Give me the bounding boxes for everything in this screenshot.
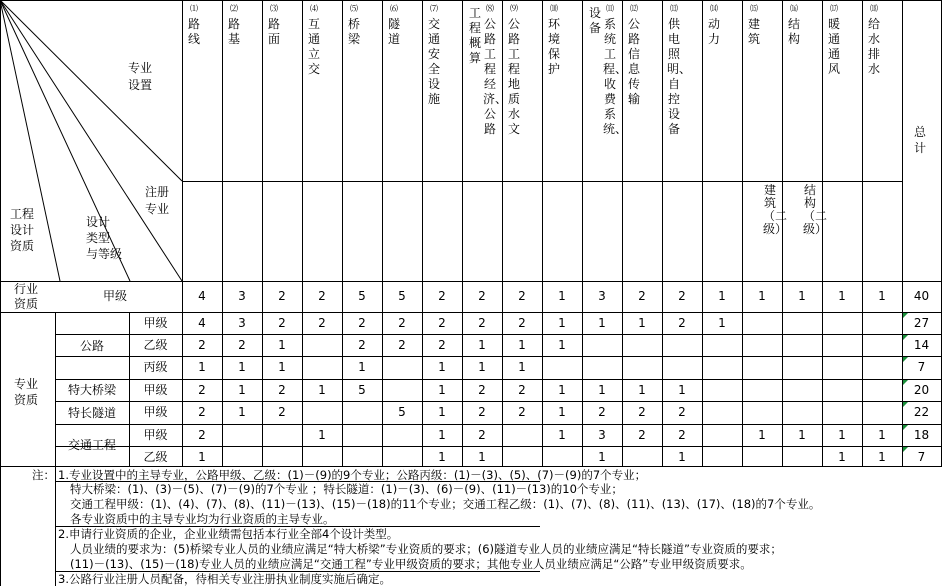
table-cell: 2: [638, 289, 646, 303]
table-cell: 1: [798, 428, 806, 442]
table-cell: 1: [438, 360, 446, 374]
table-cell: 1: [318, 383, 326, 397]
table-cell: 1: [198, 360, 206, 374]
column-number: ⒅: [870, 4, 878, 13]
table-cell: 1: [238, 383, 246, 397]
column-number: ⑷: [310, 4, 318, 13]
row-total: 7: [917, 360, 926, 374]
table-cell: 5: [398, 289, 406, 303]
table-cell: 3: [238, 316, 246, 330]
table-cell: 2: [278, 383, 286, 397]
column-number: ⑹: [390, 4, 398, 13]
row-label-industry: 行业 资质: [14, 282, 39, 311]
column-header-prefix: 工程概算: [468, 6, 481, 65]
column-registration: 建筑（二级）: [763, 183, 788, 236]
column-header: 互通立交: [307, 17, 320, 76]
row-grade: 甲级: [143, 383, 168, 397]
table-cell: 1: [518, 338, 526, 352]
table-cell: 1: [558, 338, 566, 352]
table-cell: 1: [878, 450, 886, 464]
table-cell: 2: [438, 316, 446, 330]
table-cell: 2: [318, 316, 326, 330]
table-cell: 1: [558, 289, 566, 303]
column-number: ⑻: [486, 4, 494, 13]
table-cell: 1: [238, 360, 246, 374]
column-number: ⑶: [270, 4, 278, 13]
table-cell: 2: [678, 405, 686, 419]
table-cell: 2: [678, 428, 686, 442]
column-number: ⒄: [830, 4, 838, 13]
table-cell: 2: [638, 405, 646, 419]
table-cell: 2: [438, 289, 446, 303]
table-cell: 1: [838, 428, 846, 442]
table-cell: 2: [278, 289, 286, 303]
note-line: 3.公路行业注册人员配备，待相关专业注册执业制度实施后确定。: [58, 572, 391, 586]
table-cell: 4: [198, 316, 206, 330]
table-cell: 2: [638, 428, 646, 442]
row-grade: 甲级: [143, 428, 168, 442]
table-cell: 1: [638, 316, 646, 330]
table-cell: 1: [598, 450, 606, 464]
column-header: 公路工程经济、公路: [483, 17, 508, 136]
table-cell: 2: [478, 405, 486, 419]
column-number: ⑴: [190, 4, 198, 13]
table-cell: 1: [278, 360, 286, 374]
row-total: 7: [917, 450, 926, 464]
table-cell: 2: [198, 405, 206, 419]
column-number: ⑿: [630, 4, 638, 13]
header-major-label: 专业 设置: [128, 61, 153, 92]
table-cell: 2: [318, 289, 326, 303]
row-total: 14: [913, 338, 930, 352]
table-cell: 2: [358, 316, 366, 330]
table-cell: 3: [598, 289, 606, 303]
column-number: ⒃: [790, 4, 798, 13]
column-number: ⒂: [750, 4, 758, 13]
group-name: 交通工程: [67, 438, 116, 452]
table-cell: 2: [278, 405, 286, 419]
table-cell: 1: [678, 383, 686, 397]
row-label-special: 专业 资质: [14, 377, 39, 407]
table-cell: 1: [678, 450, 686, 464]
row-grade: 甲级: [143, 316, 168, 330]
table-cell: 2: [678, 289, 686, 303]
column-number: ⑵: [230, 4, 238, 13]
table-cell: 1: [838, 450, 846, 464]
table-cell: 1: [838, 289, 846, 303]
table-cell: 2: [478, 428, 486, 442]
column-header: 路面: [267, 17, 280, 46]
column-header: 给水排水: [867, 17, 880, 76]
note-line: 2.申请行业资质的企业，企业业绩需包括本行业全部4个设计类型。: [58, 527, 399, 541]
note-line: 特大桥梁：(1)、(3)－(5)、(7)－(9)的7个专业 ；特长隧道：(1)－(3)、(6)－(9)、(11)－(13)的10个专业；: [70, 482, 623, 496]
table-cell: 2: [198, 338, 206, 352]
table-cell: 1: [638, 383, 646, 397]
table-cell: 1: [718, 289, 726, 303]
column-header: 路线: [187, 17, 200, 46]
column-number: ⑺: [430, 4, 438, 13]
table-cell: 2: [518, 405, 526, 419]
table-cell: 1: [798, 289, 806, 303]
column-number: ⑾: [606, 4, 614, 13]
grid-line: [0, 0, 182, 181]
column-header: 暖通通风: [827, 17, 840, 76]
table-cell: 2: [478, 316, 486, 330]
row-total: 40: [913, 289, 930, 303]
table-cell: 1: [478, 360, 486, 374]
column-number: ⑸: [350, 4, 358, 13]
row-grade: 丙级: [143, 360, 168, 374]
table-cell: 1: [518, 360, 526, 374]
note-line: 1.专业设置中的主导专业，公路甲级、乙级：(1)－(9)的9个专业；公路丙级：(1)－(3)、(5)、(7)－(9)的7个专业；: [58, 468, 647, 482]
column-header: 供电照明、自控设备: [667, 17, 692, 136]
note-line: 人员业绩的要求为：(5)桥梁专业人员的业绩应满足“特大桥梁”专业资质的要求；(6)隧道专业人员的业绩应满足“特长隧道”专业资质的要求；: [70, 542, 782, 556]
table-cell: 5: [358, 383, 366, 397]
table-cell: 2: [198, 428, 206, 442]
table-cell: 2: [398, 316, 406, 330]
header-design-type-label: 设计 类型 与等级: [86, 215, 123, 261]
table-cell: 2: [518, 316, 526, 330]
table-cell: 1: [598, 383, 606, 397]
table-cell: 2: [238, 338, 246, 352]
column-header: 交通安全设施: [427, 17, 440, 106]
row-grade: 甲级: [143, 405, 168, 419]
table-cell: 2: [358, 338, 366, 352]
note-line: (11)－(13)、(15)－(18)专业人员的业绩应满足“交通工程”专业甲级资质的要求；其他专业人员业绩应满足“公路”专业甲级资质要求。: [70, 557, 752, 571]
column-header: 结构: [787, 17, 800, 46]
column-header: 隧道: [387, 17, 400, 46]
table-cell: 2: [478, 289, 486, 303]
table-cell: 1: [438, 383, 446, 397]
header-total: 总计: [914, 125, 927, 155]
table-cell: 2: [398, 338, 406, 352]
column-header-prefix: 设备: [588, 6, 601, 35]
table-cell: 2: [198, 383, 206, 397]
row-grade: 乙级: [143, 338, 168, 352]
row-total: 27: [913, 316, 930, 330]
table-cell: 1: [438, 428, 446, 442]
group-name: 公路: [79, 339, 104, 353]
column-header: 环境保护: [547, 17, 560, 76]
column-number: ⑽: [550, 4, 558, 13]
header-registered-label: 注册 专业: [145, 185, 170, 216]
row-total: 18: [913, 428, 930, 442]
row-grade-industry: 甲级: [103, 289, 128, 303]
column-header: 公路信息传输: [627, 17, 640, 106]
column-header: 系统工程、收费系统、: [603, 17, 628, 136]
table-cell: 2: [598, 405, 606, 419]
note-line: 各专业资质中的主导专业均为行业资质的主导专业。: [70, 512, 335, 526]
row-total: 22: [913, 405, 930, 419]
group-name: 特大桥梁: [67, 383, 116, 397]
column-number: ⑼: [510, 4, 518, 13]
table-cell: 1: [758, 428, 766, 442]
table-cell: 2: [678, 316, 686, 330]
table-cell: 1: [558, 428, 566, 442]
table-cell: 1: [438, 405, 446, 419]
table-cell: 2: [518, 289, 526, 303]
table-cell: 1: [278, 338, 286, 352]
table-cell: 1: [558, 405, 566, 419]
table-cell: 2: [438, 338, 446, 352]
table-cell: 1: [318, 428, 326, 442]
table-cell: 2: [278, 316, 286, 330]
row-grade: 乙级: [143, 450, 168, 464]
table-cell: 1: [358, 360, 366, 374]
table-cell: 3: [238, 289, 246, 303]
group-name: 特长隧道: [67, 406, 116, 420]
column-registration: 结构（二级）: [803, 183, 828, 236]
table-cell: 1: [438, 450, 446, 464]
table-cell: 2: [478, 383, 486, 397]
table-cell: 1: [878, 289, 886, 303]
table-cell: 5: [358, 289, 366, 303]
column-number: ⒁: [710, 4, 718, 13]
column-header: 公路工程地质水文: [507, 17, 520, 136]
table-cell: 1: [478, 450, 486, 464]
header-qualification-label: 工程 设计 资质: [10, 207, 35, 253]
column-header: 建筑: [747, 17, 760, 46]
table-cell: 1: [758, 289, 766, 303]
table-cell: 1: [558, 383, 566, 397]
table-cell: 4: [198, 289, 206, 303]
column-header: 动力: [707, 17, 720, 46]
column-header: 路基: [227, 17, 240, 46]
note-line: 交通工程甲级：(1)、(4)、(7)、(8)、(11)－(13)、(15)－(18)的11个专业；交通工程乙级：(1)、(7)、(8)、(11)、(13)、(17)、(18)的7个专业。: [70, 497, 821, 511]
column-header: 桥梁: [347, 17, 360, 46]
notes-label: 注：: [32, 468, 55, 482]
table-cell: 1: [238, 405, 246, 419]
table-cell: 5: [398, 405, 406, 419]
table-cell: 1: [598, 316, 606, 330]
row-total: 20: [913, 383, 930, 397]
table-cell: 3: [598, 428, 606, 442]
table-cell: 1: [478, 338, 486, 352]
table-cell: 1: [558, 316, 566, 330]
table-cell: 1: [198, 450, 206, 464]
table-cell: 2: [518, 383, 526, 397]
table-cell: 1: [718, 316, 726, 330]
column-number: ⒀: [670, 4, 678, 13]
table-cell: 1: [878, 428, 886, 442]
